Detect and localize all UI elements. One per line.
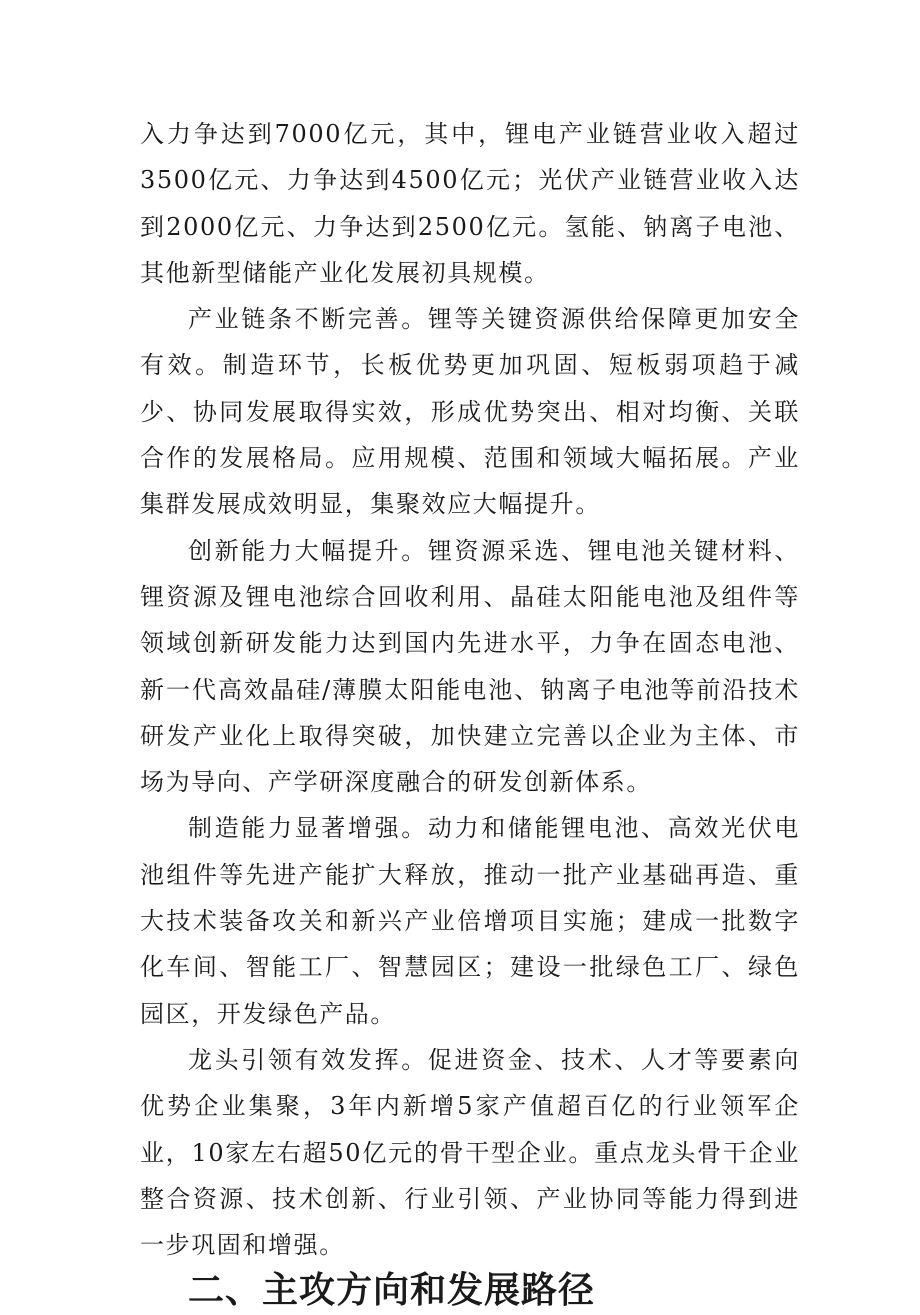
paragraph-industry-chain: 产业链条不断完善。锂等关键资源供给保障更加安全有效。制造环节，长板优势更加巩固、短板弱项趋于减少、协同发展取得实效，形成优势突出、相对均衡、关联合作的发展格局。应用规模、范围和领域大幅拓展。产业集群发展成效明显，集聚效应大幅提升。 [140, 305, 800, 519]
section-heading: 二、主攻方向和发展路径 [188, 1270, 596, 1312]
paragraph-manufacturing: 制造能力显著增强。动力和储能锂电池、高效光伏电池组件等先进产能扩大释放，推动一批产业基础再造、重大技术装备攻关和新兴产业倍增项目实施；建成一批数字化车间、智能工厂、智慧园区；建设一批绿色工厂、绿色园区，开发绿色产品。 [140, 814, 800, 1028]
paragraph-innovation: 创新能力大幅提升。锂资源采选、锂电池关键材料、锂资源及锂电池综合回收利用、晶硅太阳能电池及组件等领域创新研发能力达到国内先进水平，力争在固态电池、新一代高效晶硅/薄膜太阳能电池、钠离子电池等前沿技术研发产业化上取得突破，加快建立完善以企业为主体、市场为导向、产学研深度融合的研发创新体系。 [140, 536, 800, 797]
paragraph-leading-enterprises: 龙头引领有效发挥。促进资金、技术、人才等要素向优势企业集聚，3年内新增5家产值超百亿的行业领军企业，10家左右超50亿元的骨干型企业。重点龙头骨干企业整合资源、技术创新、行业引领、产业协同等能力得到进一步巩固和增强。 [140, 1045, 800, 1260]
paragraph-revenue-targets: 入力争达到7000亿元，其中，锂电产业链营业收入超过3500亿元、力争达到4500亿元；光伏产业链营业收入达到2000亿元、力争达到2500亿元。氢能、钠离子电池、其他新型储能产业化发展初具规模。 [140, 120, 800, 287]
document-body [140, 111, 800, 1315]
